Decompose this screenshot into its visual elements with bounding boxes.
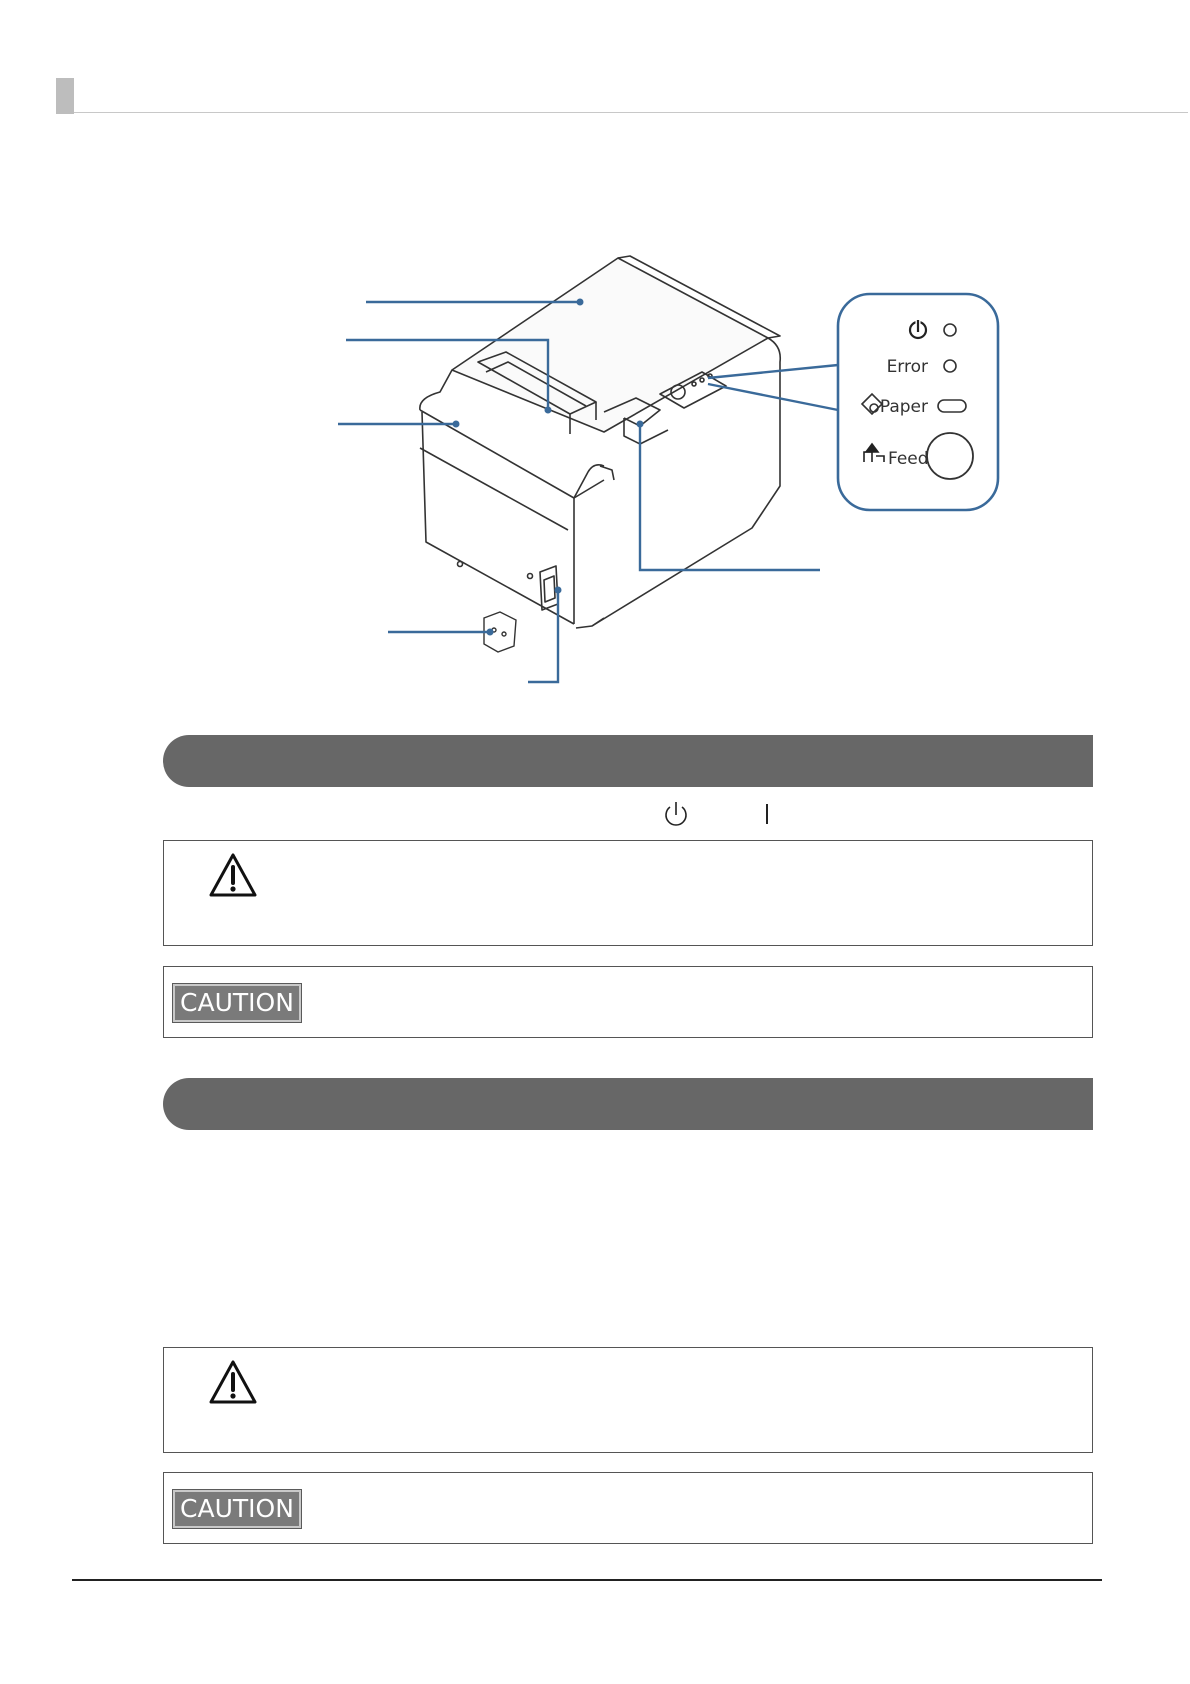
footer-rule [72, 1579, 1102, 1581]
control-panel-callout [838, 294, 998, 510]
warning-box [163, 1347, 1093, 1453]
switch-on-mark [766, 804, 768, 824]
caution-box [163, 1472, 1093, 1544]
printer-illustration [0, 230, 1190, 700]
caution-box [163, 966, 1093, 1038]
warning-triangle-icon [208, 851, 258, 901]
printer-figure [0, 230, 1190, 700]
caution-label: CAUTION [172, 1489, 302, 1529]
warning-box [163, 840, 1093, 946]
header-marker [56, 78, 74, 114]
power-icon [660, 800, 692, 830]
paper-label: Paper [879, 397, 928, 417]
section-header-bar [163, 735, 1093, 787]
warning-triangle-icon [208, 1358, 258, 1408]
header-rule [74, 112, 1188, 113]
section-header-bar [163, 1078, 1093, 1130]
error-label: Error [886, 357, 928, 377]
caution-label: CAUTION [172, 983, 302, 1023]
printer-outline [420, 256, 780, 628]
feed-label: Feed [888, 449, 929, 469]
